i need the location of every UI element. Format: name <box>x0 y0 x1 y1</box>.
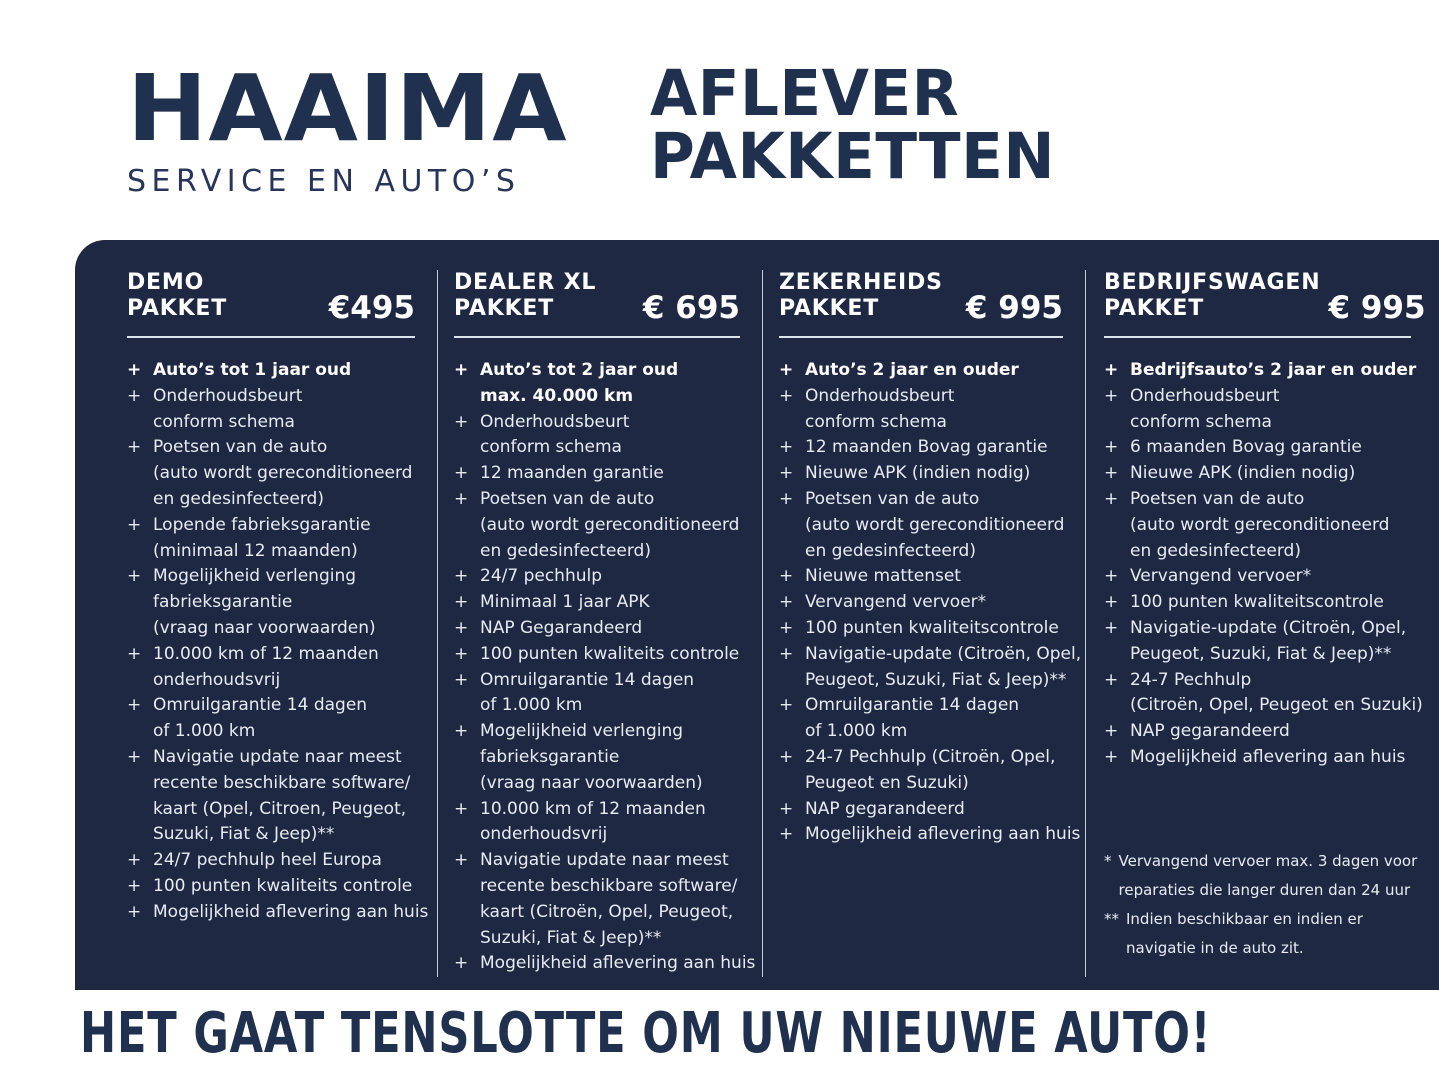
plus-bullet: + <box>1104 385 1119 406</box>
feature-item <box>454 642 740 668</box>
feature-item <box>779 693 1063 745</box>
plus-bullet: + <box>454 592 469 613</box>
feature-text: Auto’s tot 2 jaar oud max. 40.000 km <box>480 360 679 406</box>
feature-item <box>779 590 1063 616</box>
feature-item <box>779 797 1063 823</box>
feature-text: Omruilgarantie 14 dagen of 1.000 km <box>480 669 695 716</box>
page-title-line2: PAKKETTEN <box>650 120 1055 193</box>
feature-item <box>1104 616 1411 668</box>
plus-bullet: + <box>779 643 794 664</box>
feature-item <box>779 384 1063 436</box>
feature-text: Onderhoudsbeurt conform schema <box>805 385 955 432</box>
plus-bullet: + <box>454 798 469 819</box>
feature-text: Poetsen van de auto (auto wordt gereconditioneerd en gedesinfecteerd) <box>805 488 1065 561</box>
feature-item <box>127 358 415 384</box>
plus-bullet: + <box>454 463 469 484</box>
feature-item <box>454 616 740 642</box>
feature-item <box>1104 487 1411 564</box>
plus-bullet: + <box>454 721 469 742</box>
feature-text: Onderhoudsbeurt conform schema <box>480 411 630 458</box>
feature-text: Navigatie update naar meest recente beschikbare software/ kaart (Citroën, Opel, Peugeot, Suzuki, Fiat & Jeep)** <box>480 850 738 948</box>
feature-item <box>127 745 415 848</box>
plus-bullet: + <box>779 746 794 767</box>
plus-bullet: + <box>127 901 142 922</box>
plus-bullet: + <box>454 850 469 871</box>
feature-item <box>1104 719 1411 745</box>
feature-item <box>779 487 1063 564</box>
plus-bullet: + <box>779 592 794 613</box>
feature-item <box>1104 461 1411 487</box>
feature-text: Vervangend vervoer* <box>1130 566 1312 587</box>
plus-bullet: + <box>1104 721 1119 742</box>
feature-text: Mogelijkheid verlenging fabrieksgarantie (vraag naar voorwaarden) <box>480 721 703 793</box>
footnote-marker: ** <box>1104 910 1119 929</box>
package-name: BEDRIJFSWAGEN PAKKET <box>1104 270 1321 321</box>
plus-bullet: + <box>127 643 142 664</box>
feature-item <box>127 642 415 694</box>
plus-bullet: + <box>127 385 142 406</box>
feature-text: Poetsen van de auto (auto wordt gereconditioneerd en gedesinfecteerd) <box>153 437 413 509</box>
feature-item <box>779 564 1063 590</box>
feature-text: Mogelijkheid verlenging fabrieksgarantie (vraag naar voorwaarden) <box>153 566 376 638</box>
feature-text: NAP gegarandeerd <box>1130 721 1290 742</box>
plus-bullet: + <box>779 360 794 380</box>
plus-bullet: + <box>454 617 469 638</box>
feature-item <box>127 435 415 512</box>
feature-item <box>127 513 415 565</box>
feature-item <box>454 590 740 616</box>
brand-logo-title: HAAIMA <box>127 54 568 162</box>
footnote-text: Indien beschikbaar en indien er navigatie in de auto zit. <box>1126 910 1363 958</box>
plus-bullet: + <box>1104 746 1119 767</box>
plus-bullet: + <box>454 488 469 509</box>
footnote-item <box>1104 847 1418 905</box>
feature-item <box>454 487 740 564</box>
feature-item <box>127 900 429 926</box>
feature-item <box>127 384 415 436</box>
plus-bullet: + <box>127 566 142 587</box>
plus-bullet: + <box>454 643 469 664</box>
plus-bullet: + <box>454 360 469 380</box>
feature-item <box>454 719 740 796</box>
feature-text: Poetsen van de auto (auto wordt gereconditioneerd en gedesinfecteerd) <box>1130 488 1390 561</box>
plus-bullet: + <box>454 953 469 974</box>
header-underline <box>454 336 740 338</box>
feature-list <box>454 358 756 977</box>
plus-bullet: + <box>779 463 794 484</box>
package-header-zekerheids <box>779 270 1063 326</box>
plus-bullet: + <box>779 488 794 509</box>
feature-item <box>127 564 415 641</box>
feature-text: 10.000 km of 12 maanden onderhoudsvrij <box>480 798 706 845</box>
feature-text: Bedrijfsauto’s 2 jaar en ouder <box>1130 360 1417 380</box>
feature-item <box>127 848 415 874</box>
plus-bullet: + <box>779 566 794 587</box>
package-name: ZEKERHEIDS PAKKET <box>779 270 943 321</box>
plus-bullet: + <box>1104 566 1119 587</box>
plus-bullet: + <box>127 746 142 767</box>
feature-item <box>454 358 740 410</box>
footnotes <box>1104 847 1418 963</box>
feature-text: 100 punten kwaliteitscontrole <box>1130 592 1384 613</box>
package-name: DEALER XL PAKKET <box>454 270 597 321</box>
feature-item <box>1104 384 1411 436</box>
plus-bullet: + <box>779 695 794 716</box>
feature-item <box>1104 564 1411 590</box>
feature-item <box>127 874 415 900</box>
feature-text: Lopende fabrieksgarantie (minimaal 12 maanden) <box>153 514 371 561</box>
package-name: DEMO PAKKET <box>127 270 228 321</box>
brand-logo-subtitle: SERVICE EN AUTO’S <box>127 164 521 199</box>
feature-text: Nieuwe APK (indien nodig) <box>805 463 1031 484</box>
feature-text: Nieuwe APK (indien nodig) <box>1130 463 1356 484</box>
feature-item <box>779 616 1063 642</box>
feature-text: 24-7 Pechhulp (Citroën, Opel, Peugeot en Suzuki) <box>805 746 1056 793</box>
feature-text: Poetsen van de auto (auto wordt gereconditioneerd en gedesinfecteerd) <box>480 488 740 561</box>
plus-bullet: + <box>1104 488 1119 509</box>
footer-tagline: HET GAAT TENSLOTTE OM UW NIEUWE AUTO! <box>80 1000 1212 1066</box>
feature-text: Omruilgarantie 14 dagen of 1.000 km <box>153 695 368 742</box>
plus-bullet: + <box>1104 437 1119 458</box>
feature-text: Omruilgarantie 14 dagen of 1.000 km <box>805 695 1020 742</box>
plus-bullet: + <box>454 669 469 690</box>
feature-list <box>1104 358 1423 771</box>
footnote-marker: * <box>1104 852 1112 871</box>
package-column-dealer-xl <box>437 270 762 977</box>
plus-bullet: + <box>1104 592 1119 613</box>
plus-bullet: + <box>127 875 142 896</box>
feature-item <box>454 797 740 849</box>
feature-text: Navigatie update naar meest recente beschikbare software/ kaart (Opel, Citroen, Peugeot, Suzuki, Fiat & Jeep)** <box>153 746 411 845</box>
feature-item <box>127 693 415 745</box>
plus-bullet: + <box>779 824 794 845</box>
feature-text: 100 punten kwaliteitscontrole <box>805 617 1059 638</box>
feature-text: Onderhoudsbeurt conform schema <box>1130 385 1280 432</box>
feature-item <box>454 410 740 462</box>
package-price: € 695 <box>642 290 740 326</box>
package-price: € 995 <box>965 290 1063 326</box>
plus-bullet: + <box>127 695 142 716</box>
feature-item <box>779 461 1063 487</box>
feature-item <box>454 848 740 951</box>
feature-text: Mogelijkheid aflevering aan huis <box>480 953 756 974</box>
feature-text: NAP Gegarandeerd <box>480 617 643 638</box>
feature-text: Nieuwe mattenset <box>805 566 961 587</box>
package-header-demo <box>127 270 415 326</box>
package-header-bedrijfswagen <box>1104 270 1426 326</box>
feature-text: 6 maanden Bovag garantie <box>1130 437 1362 458</box>
feature-text: Minimaal 1 jaar APK <box>480 592 650 613</box>
package-price: € 995 <box>1328 290 1426 326</box>
feature-text: 24/7 pechhulp heel Europa <box>153 850 382 871</box>
feature-item <box>454 564 740 590</box>
package-header-dealer-xl <box>454 270 740 326</box>
packages-panel <box>75 240 1439 990</box>
page-title <box>650 57 1055 193</box>
feature-item <box>779 642 1082 694</box>
feature-item <box>1104 435 1411 461</box>
plus-bullet: + <box>1104 617 1119 638</box>
feature-text: 24/7 pechhulp <box>480 566 603 587</box>
feature-item <box>1104 745 1411 771</box>
feature-text: 10.000 km of 12 maanden onderhoudsvrij <box>153 643 379 690</box>
plus-bullet: + <box>779 385 794 406</box>
header-underline <box>1104 336 1411 338</box>
feature-text: 24-7 Pechhulp (Citroën, Opel, Peugeot en Suzuki) <box>1130 669 1423 716</box>
feature-item <box>779 745 1063 797</box>
feature-list <box>127 358 429 926</box>
feature-text: Mogelijkheid aflevering aan huis <box>805 824 1081 845</box>
plus-bullet: + <box>779 798 794 819</box>
plus-bullet: + <box>779 617 794 638</box>
feature-item <box>1104 590 1411 616</box>
feature-text: 12 maanden garantie <box>480 463 664 484</box>
plus-bullet: + <box>127 360 142 380</box>
feature-text: Mogelijkheid aflevering aan huis <box>1130 746 1406 767</box>
plus-bullet: + <box>127 437 142 458</box>
feature-text: 12 maanden Bovag garantie <box>805 437 1048 458</box>
footnote-item <box>1104 905 1411 963</box>
feature-text: Onderhoudsbeurt conform schema <box>153 385 303 432</box>
plus-bullet: + <box>127 850 142 871</box>
footnote-text: Vervangend vervoer max. 3 dagen voor reparaties die langer duren dan 24 uur <box>1118 852 1418 900</box>
feature-item <box>1104 358 1417 384</box>
feature-text: Mogelijkheid aflevering aan huis <box>153 901 429 922</box>
brand-logo <box>127 54 577 199</box>
package-column-demo <box>75 270 437 977</box>
header-underline <box>127 336 415 338</box>
package-price: €495 <box>328 290 415 326</box>
package-column-zekerheids <box>762 270 1085 977</box>
feature-item <box>454 951 756 977</box>
feature-text: 100 punten kwaliteits controle <box>480 643 740 664</box>
feature-item <box>454 461 740 487</box>
package-column-bedrijfswagen <box>1085 270 1439 977</box>
feature-item <box>779 822 1081 848</box>
plus-bullet: + <box>1104 669 1119 690</box>
feature-list <box>779 358 1082 848</box>
feature-text: Navigatie-update (Citroën, Opel, Peugeot, Suzuki, Fiat & Jeep)** <box>805 643 1082 690</box>
feature-text: Auto’s tot 1 jaar oud <box>153 360 352 380</box>
feature-item <box>779 435 1063 461</box>
feature-text: Vervangend vervoer* <box>805 592 987 613</box>
plus-bullet: + <box>454 411 469 432</box>
page-title-line1: AFLEVER <box>650 57 960 130</box>
plus-bullet: + <box>1104 360 1119 380</box>
feature-text: 100 punten kwaliteits controle <box>153 875 413 896</box>
feature-text: NAP gegarandeerd <box>805 798 965 819</box>
header-underline <box>779 336 1063 338</box>
plus-bullet: + <box>1104 463 1119 484</box>
feature-text: Navigatie-update (Citroën, Opel, Peugeot, Suzuki, Fiat & Jeep)** <box>1130 617 1407 664</box>
feature-item <box>454 668 740 720</box>
feature-item <box>1104 668 1423 720</box>
plus-bullet: + <box>127 514 142 535</box>
feature-item <box>779 358 1063 384</box>
feature-text: Auto’s 2 jaar en ouder <box>805 360 1019 380</box>
plus-bullet: + <box>779 437 794 458</box>
plus-bullet: + <box>454 566 469 587</box>
